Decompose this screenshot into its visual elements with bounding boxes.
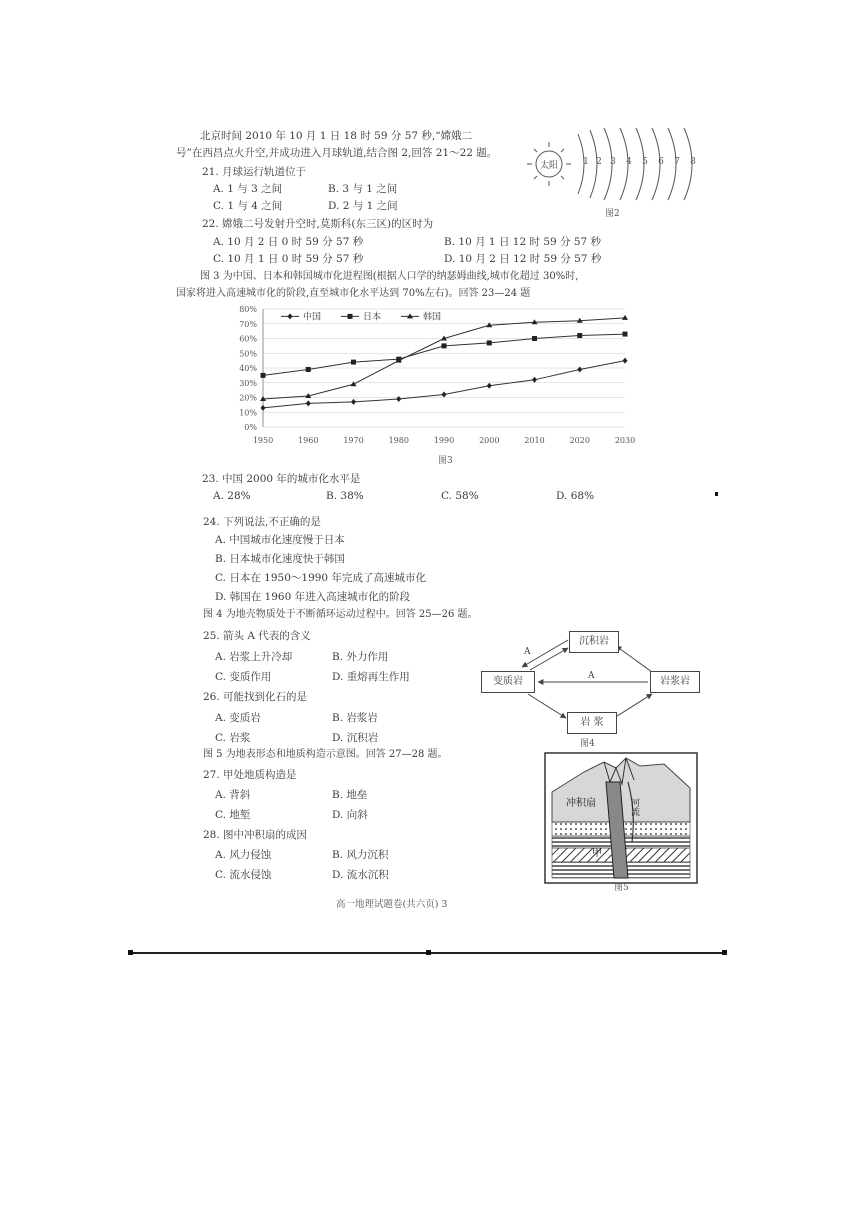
y-tick-label: 40% bbox=[239, 364, 257, 373]
y-tick-label: 70% bbox=[239, 319, 257, 329]
data-point bbox=[306, 367, 311, 372]
data-point bbox=[351, 399, 356, 405]
question-26-option-d: D. 沉积岩 bbox=[332, 732, 379, 744]
question-25-option-b: B. 外力作用 bbox=[332, 651, 389, 663]
question-23-option-a: A. 28% bbox=[213, 490, 251, 502]
data-point bbox=[532, 377, 537, 383]
question-26-option-a: A. 变质岩 bbox=[215, 712, 261, 724]
question-27-option-a: A. 背斜 bbox=[215, 789, 251, 801]
intro-line-2: 号”在西昌点火升空,并成功进入月球轨道,结合图 2,回答 21～22 题。 bbox=[176, 147, 498, 159]
figure-5-geology-diagram bbox=[544, 752, 698, 892]
question-28-option-b: B. 风力沉积 bbox=[332, 849, 389, 861]
legend-label: 中国 bbox=[303, 312, 322, 323]
orbit-number: 4 bbox=[626, 157, 632, 167]
question-22-option-a: A. 10 月 2 日 0 时 59 分 57 秒 bbox=[213, 236, 364, 248]
series-line-3 bbox=[263, 318, 625, 399]
arrow-a-label-2: A bbox=[588, 671, 595, 681]
box-sedimentary-rock: 沉积岩 bbox=[569, 631, 619, 653]
label-river: 河流 bbox=[629, 798, 639, 816]
x-tick-label: 1970 bbox=[343, 436, 364, 445]
question-26-stem: 26. 可能找到化石的是 bbox=[203, 691, 308, 703]
orbit-number: 8 bbox=[690, 157, 696, 167]
data-point bbox=[622, 315, 628, 320]
figure-4-caption: 图4 bbox=[580, 739, 595, 749]
orbit-number: 1 bbox=[583, 157, 589, 167]
y-tick-label: 10% bbox=[239, 408, 257, 418]
question-22-stem: 22. 嫦娥二号发射升空时,莫斯科(东三区)的区时为 bbox=[202, 218, 434, 230]
orbit-number: 6 bbox=[658, 157, 664, 167]
orbit-number: 3 bbox=[610, 157, 616, 167]
question-26-option-b: B. 岩浆岩 bbox=[332, 712, 378, 724]
question-21-option-b: B. 3 与 1 之间 bbox=[328, 183, 398, 195]
x-tick-label: 2030 bbox=[614, 436, 636, 445]
question-23-option-d: D. 68% bbox=[556, 490, 595, 502]
question-24-option-d: D. 韩国在 1960 年进入高速城市化的阶段 bbox=[215, 591, 411, 603]
rule-mark-middle bbox=[426, 950, 431, 955]
x-tick-label: 1980 bbox=[388, 436, 409, 445]
intro3-line-2: 国家将进入高速城市化的阶段,直至城市化水平达到 70%左右)。回答 23—24 题 bbox=[176, 288, 531, 299]
data-point bbox=[532, 336, 537, 341]
question-22-option-d: D. 10 月 2 日 12 时 59 分 57 秒 bbox=[444, 253, 602, 265]
legend-label: 日本 bbox=[363, 312, 382, 323]
box-magma: 岩 浆 bbox=[567, 712, 617, 734]
intro3-line-1: 图 3 为中国、日本和韩国城市化进程图(根据人口学的纳瑟姆曲线,城市化超过 30%时, bbox=[200, 271, 579, 282]
rule-mark-left bbox=[128, 950, 133, 955]
question-24-option-a: A. 中国城市化速度慢于日本 bbox=[215, 534, 345, 546]
orbit-number: 2 bbox=[596, 157, 602, 167]
question-21-option-c: C. 1 与 4 之间 bbox=[213, 200, 283, 212]
question-21-stem: 21. 月球运行轨道位于 bbox=[202, 166, 307, 178]
figure-2-sun-orbits bbox=[512, 128, 712, 220]
question-25-option-c: C. 变质作用 bbox=[215, 671, 272, 683]
figure-3-caption: 图3 bbox=[438, 456, 453, 466]
sun-label: 太阳 bbox=[539, 161, 559, 171]
question-25-stem: 25. 箭头 A 代表的含义 bbox=[203, 630, 311, 642]
question-27-stem: 27. 甲处地质构造是 bbox=[203, 769, 297, 781]
question-21-option-d: D. 2 与 1 之间 bbox=[328, 200, 398, 212]
x-tick-label: 2010 bbox=[524, 436, 545, 445]
legend-label: 韩国 bbox=[423, 312, 442, 323]
y-tick-label: 0% bbox=[244, 423, 257, 432]
data-point bbox=[396, 396, 401, 402]
box-igneous-rock: 岩浆岩 bbox=[650, 671, 700, 693]
x-tick-label: 1950 bbox=[252, 436, 274, 445]
data-point bbox=[577, 366, 582, 372]
question-24-stem: 24. 下列说法,不正确的是 bbox=[203, 516, 321, 528]
x-tick-label: 1990 bbox=[433, 436, 455, 445]
figure-2-caption: 图2 bbox=[605, 209, 620, 219]
arrow-a-label-1: A bbox=[524, 647, 531, 657]
y-tick-label: 60% bbox=[239, 334, 257, 344]
figure-3-urbanization-chart bbox=[215, 303, 645, 468]
x-tick-label: 1960 bbox=[298, 436, 319, 445]
data-point bbox=[261, 373, 266, 378]
scan-mark bbox=[715, 492, 718, 496]
data-point bbox=[623, 358, 628, 364]
legend-marker bbox=[348, 314, 353, 319]
data-point bbox=[261, 405, 266, 411]
question-23-stem: 23. 中国 2000 年的城市化水平是 bbox=[202, 473, 361, 485]
data-point bbox=[351, 360, 356, 365]
data-point bbox=[623, 332, 628, 337]
question-22-option-c: C. 10 月 1 日 0 时 59 分 57 秒 bbox=[213, 253, 364, 265]
data-point bbox=[306, 400, 311, 406]
question-27-option-d: D. 向斜 bbox=[332, 809, 368, 821]
label-jia: 甲 bbox=[592, 848, 602, 859]
question-28-option-c: C. 流水侵蚀 bbox=[215, 869, 272, 881]
question-26-option-c: C. 岩浆 bbox=[215, 732, 251, 744]
data-point bbox=[442, 392, 447, 398]
question-22-option-b: B. 10 月 1 日 12 时 59 分 57 秒 bbox=[444, 236, 602, 248]
question-28-option-d: D. 流水沉积 bbox=[332, 869, 389, 881]
legend-marker bbox=[288, 313, 293, 319]
question-24-option-c: C. 日本在 1950～1990 年完成了高速城市化 bbox=[215, 572, 426, 584]
page-footer: 高一地理试题卷(共六页) 3 bbox=[336, 899, 448, 910]
data-point bbox=[487, 383, 492, 389]
data-point bbox=[351, 381, 357, 386]
figure-5-caption: 图5 bbox=[614, 883, 629, 892]
y-tick-label: 50% bbox=[239, 349, 257, 359]
rule-mark-right bbox=[722, 950, 727, 955]
intro4-line-1: 图 4 为地壳物质处于不断循环运动过程中。回答 25—26 题。 bbox=[203, 609, 478, 620]
intro5-line-1: 图 5 为地表形态和地质构造示意图。回答 27—28 题。 bbox=[203, 749, 448, 760]
y-tick-label: 20% bbox=[239, 393, 257, 403]
question-25-option-a: A. 岩浆上升冷却 bbox=[215, 651, 293, 663]
orbit-number: 7 bbox=[674, 157, 680, 167]
label-alluvial-fan: 冲积扇 bbox=[566, 798, 596, 809]
x-tick-label: 2020 bbox=[569, 436, 590, 445]
box-metamorphic-rock: 变质岩 bbox=[481, 671, 535, 693]
y-tick-label: 80% bbox=[239, 305, 257, 314]
data-point bbox=[487, 340, 492, 345]
data-point bbox=[442, 343, 447, 348]
question-21-option-a: A. 1 与 3 之间 bbox=[213, 183, 283, 195]
data-point bbox=[577, 333, 582, 338]
question-27-option-b: B. 地垒 bbox=[332, 789, 368, 801]
question-23-option-b: B. 38% bbox=[326, 490, 364, 502]
question-24-option-b: B. 日本城市化速度快于韩国 bbox=[215, 553, 345, 565]
question-28-stem: 28. 图中冲积扇的成因 bbox=[203, 829, 308, 841]
orbit-number: 5 bbox=[642, 157, 648, 167]
question-27-option-c: C. 地堑 bbox=[215, 809, 251, 821]
y-tick-label: 30% bbox=[239, 378, 257, 388]
question-28-option-a: A. 风力侵蚀 bbox=[215, 849, 272, 861]
intro-line-1: 北京时间 2010 年 10 月 1 日 18 时 59 分 57 秒,“嫦娥二 bbox=[200, 130, 473, 142]
question-25-option-d: D. 重熔再生作用 bbox=[332, 671, 410, 683]
x-tick-label: 2000 bbox=[479, 436, 500, 445]
question-23-option-c: C. 58% bbox=[441, 490, 479, 502]
